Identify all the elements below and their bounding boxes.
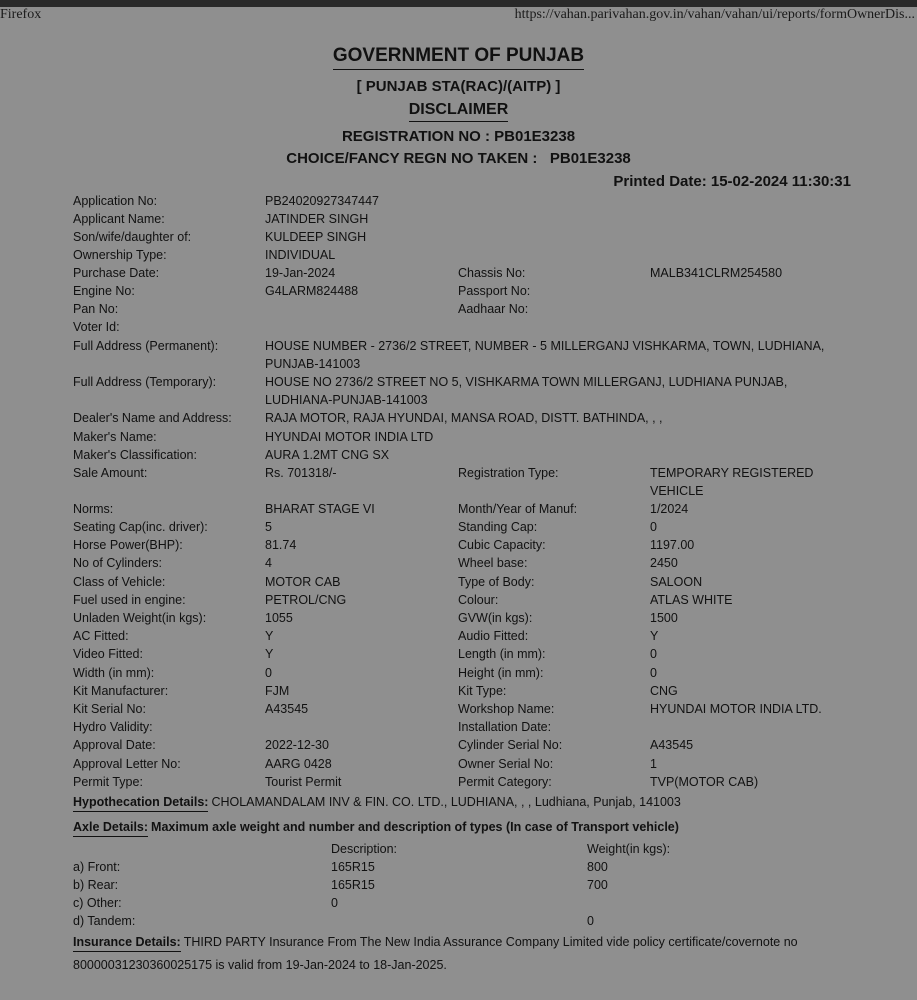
field-label: Fuel used in engine: bbox=[73, 593, 186, 607]
axle-description: Maximum axle weight and number and description of types (In case of Transport vehicle) bbox=[151, 820, 679, 834]
width: 0 bbox=[265, 666, 272, 680]
video-fitted: Y bbox=[265, 647, 274, 661]
axle-label: Axle Details: bbox=[73, 820, 148, 837]
printed-date: Printed Date: 15-02-2024 11:30:31 bbox=[613, 173, 851, 190]
gross-vehicle-weight: 1500 bbox=[650, 611, 678, 625]
standing-capacity: 0 bbox=[650, 520, 657, 534]
cylinder-serial: A43545 bbox=[650, 738, 694, 752]
field-label: Kit Type: bbox=[458, 684, 507, 698]
field-label: Installation Date: bbox=[458, 720, 552, 734]
hypothecation-section bbox=[73, 795, 681, 812]
fuel-type: PETROL/CNG bbox=[265, 593, 347, 607]
applicant-name: JATINDER SINGH bbox=[265, 212, 369, 226]
field-label: Cylinder Serial No: bbox=[458, 738, 563, 752]
field-label: Purchase Date: bbox=[73, 266, 160, 280]
fancy-number: CHOICE/FANCY REGN NO TAKEN : PB01E3238 bbox=[286, 150, 631, 167]
hypothecation-label: Hypothecation Details: bbox=[73, 795, 208, 812]
kit-type: CNG bbox=[650, 684, 678, 698]
field-label: Hydro Validity: bbox=[73, 720, 153, 734]
axle-row-name: d) Tandem: bbox=[73, 914, 136, 928]
window-top-bar bbox=[0, 0, 917, 7]
axle-col-weight: Weight(in kgs): bbox=[587, 842, 671, 856]
axle-row-name: b) Rear: bbox=[73, 878, 119, 892]
field-label: Standing Cap: bbox=[458, 520, 538, 534]
sale-amount: Rs. 701318/- bbox=[265, 466, 337, 480]
field-label: Ownership Type: bbox=[73, 248, 167, 262]
registration-type-line2: VEHICLE bbox=[650, 484, 704, 498]
body-type: SALOON bbox=[650, 575, 703, 589]
insurance-label: Insurance Details: bbox=[73, 935, 181, 952]
field-label: Engine No: bbox=[73, 284, 135, 298]
hypothecation-value: CHOLAMANDALAM INV & FIN. CO. LTD., LUDHIANA, , , Ludhiana, Punjab, 141003 bbox=[211, 795, 681, 809]
field-label: Width (in mm): bbox=[73, 666, 155, 680]
field-label: Height (in mm): bbox=[458, 666, 544, 680]
temporary-address-line1: HOUSE NO 2736/2 STREET NO 5, VISHKARMA TOWN MILLERGANJ, LUDHIANA PUNJAB, bbox=[265, 375, 788, 389]
axle-col-description: Description: bbox=[331, 842, 397, 856]
axle-row-name: c) Other: bbox=[73, 896, 122, 910]
field-label: Kit Manufacturer: bbox=[73, 684, 169, 698]
permit-category: TVP(MOTOR CAB) bbox=[650, 775, 759, 789]
insurance-line2: 80000031230360025175 is valid from 19-Jan-2024 to 18-Jan-2025. bbox=[73, 958, 447, 972]
norms: BHARAT STAGE VI bbox=[265, 502, 375, 516]
length: 0 bbox=[650, 647, 657, 661]
field-label: Maker's Classification: bbox=[73, 448, 197, 462]
cylinders: 4 bbox=[265, 556, 272, 570]
axle-row-desc: 0 bbox=[331, 896, 338, 910]
ownership-type: INDIVIDUAL bbox=[265, 248, 336, 262]
field-label: Cubic Capacity: bbox=[458, 538, 546, 552]
relation-name: KULDEEP SINGH bbox=[265, 230, 367, 244]
dealer-name: RAJA MOTOR, RAJA HYUNDAI, MANSA ROAD, DISTT. BATHINDA, , , bbox=[265, 411, 663, 425]
temporary-address-line2: LUDHIANA-PUNJAB-141003 bbox=[265, 393, 428, 407]
field-label: Unladen Weight(in kgs): bbox=[73, 611, 207, 625]
field-label: Sale Amount: bbox=[73, 466, 148, 480]
field-label: Month/Year of Manuf: bbox=[458, 502, 578, 516]
registration-number: REGISTRATION NO : PB01E3238 bbox=[341, 128, 576, 145]
field-label: Class of Vehicle: bbox=[73, 575, 166, 589]
unladen-weight: 1055 bbox=[265, 611, 293, 625]
field-label: Aadhaar No: bbox=[458, 302, 529, 316]
field-label: Approval Letter No: bbox=[73, 757, 181, 771]
wheel-base: 2450 bbox=[650, 556, 678, 570]
field-label: Maker's Name: bbox=[73, 430, 157, 444]
field-label: Registration Type: bbox=[458, 466, 559, 480]
field-label: Colour: bbox=[458, 593, 499, 607]
axle-row-desc: 165R15 bbox=[331, 860, 375, 874]
owner-serial: 1 bbox=[650, 757, 657, 771]
field-label: Application No: bbox=[73, 194, 158, 208]
chassis-number: MALB341CLRM254580 bbox=[650, 266, 783, 280]
axle-row-weight: 800 bbox=[587, 860, 608, 874]
browser-name: Firefox bbox=[0, 7, 42, 22]
field-label: Type of Body: bbox=[458, 575, 535, 589]
field-label: Kit Serial No: bbox=[73, 702, 146, 716]
field-label: Son/wife/daughter of: bbox=[73, 230, 192, 244]
disclaimer-title: DISCLAIMER bbox=[0, 101, 917, 122]
engine-number: G4LARM824488 bbox=[265, 284, 359, 298]
approval-date: 2022-12-30 bbox=[265, 738, 329, 752]
field-label: Audio Fitted: bbox=[458, 629, 529, 643]
field-label: Length (in mm): bbox=[458, 647, 546, 661]
height: 0 bbox=[650, 666, 657, 680]
maker-name: HYUNDAI MOTOR INDIA LTD bbox=[265, 430, 434, 444]
axle-row-desc: 165R15 bbox=[331, 878, 375, 892]
field-label: Seating Cap(inc. driver): bbox=[73, 520, 208, 534]
seating-capacity: 5 bbox=[265, 520, 272, 534]
registration-type-line1: TEMPORARY REGISTERED bbox=[650, 466, 814, 480]
approval-letter: AARG 0428 bbox=[265, 757, 332, 771]
field-label: Horse Power(BHP): bbox=[73, 538, 183, 552]
page-url: https://vahan.parivahan.gov.in/vahan/vahan/ui/reports/formOwnerDis... bbox=[514, 7, 915, 22]
axle-row-name: a) Front: bbox=[73, 860, 121, 874]
audio-fitted: Y bbox=[650, 629, 659, 643]
field-label: GVW(in kgs): bbox=[458, 611, 533, 625]
field-label: Passport No: bbox=[458, 284, 531, 298]
field-label: Full Address (Temporary): bbox=[73, 375, 217, 389]
manufacture-date: 1/2024 bbox=[650, 502, 689, 516]
maker-classification: AURA 1.2MT CNG SX bbox=[265, 448, 390, 462]
vehicle-class: MOTOR CAB bbox=[265, 575, 341, 589]
field-label: Permit Type: bbox=[73, 775, 143, 789]
field-label: Applicant Name: bbox=[73, 212, 165, 226]
cubic-capacity: 1197.00 bbox=[650, 538, 695, 552]
axle-section bbox=[73, 820, 679, 837]
insurance-section bbox=[73, 935, 798, 952]
field-label: No of Cylinders: bbox=[73, 556, 162, 570]
field-label: Owner Serial No: bbox=[458, 757, 554, 771]
field-label: Video Fitted: bbox=[73, 647, 143, 661]
axle-row-weight: 700 bbox=[587, 878, 608, 892]
axle-row-weight: 0 bbox=[587, 914, 594, 928]
kit-serial: A43545 bbox=[265, 702, 309, 716]
colour: ATLAS WHITE bbox=[650, 593, 733, 607]
field-label: Permit Category: bbox=[458, 775, 552, 789]
horse-power: 81.74 bbox=[265, 538, 297, 552]
permanent-address-line2: PUNJAB-141003 bbox=[265, 357, 361, 371]
permit-type: Tourist Permit bbox=[265, 775, 342, 789]
kit-manufacturer: FJM bbox=[265, 684, 290, 698]
field-label: Norms: bbox=[73, 502, 114, 516]
field-label: Full Address (Permanent): bbox=[73, 339, 219, 353]
field-label: Dealer's Name and Address: bbox=[73, 411, 232, 425]
government-title: GOVERNMENT OF PUNJAB bbox=[0, 45, 917, 70]
field-label: Voter Id: bbox=[73, 320, 120, 334]
application-number: PB24020927347447 bbox=[265, 194, 380, 208]
ac-fitted: Y bbox=[265, 629, 274, 643]
workshop-name: HYUNDAI MOTOR INDIA LTD. bbox=[650, 702, 822, 716]
field-label: Chassis No: bbox=[458, 266, 526, 280]
purchase-date: 19-Jan-2024 bbox=[265, 266, 336, 280]
field-label: Pan No: bbox=[73, 302, 119, 316]
field-label: Workshop Name: bbox=[458, 702, 555, 716]
permanent-address-line1: HOUSE NUMBER - 2736/2 STREET, NUMBER - 5 MILLERGANJ VISHKARMA, TOWN, LUDHIANA, bbox=[265, 339, 825, 353]
authority-title: [ PUNJAB STA(RAC)/(AITP) ] bbox=[356, 78, 561, 95]
insurance-line1: THIRD PARTY Insurance From The New India Assurance Company Limited vide policy certificate/covernote no bbox=[183, 935, 798, 949]
field-label: Wheel base: bbox=[458, 556, 528, 570]
field-label: AC Fitted: bbox=[73, 629, 129, 643]
field-label: Approval Date: bbox=[73, 738, 156, 752]
